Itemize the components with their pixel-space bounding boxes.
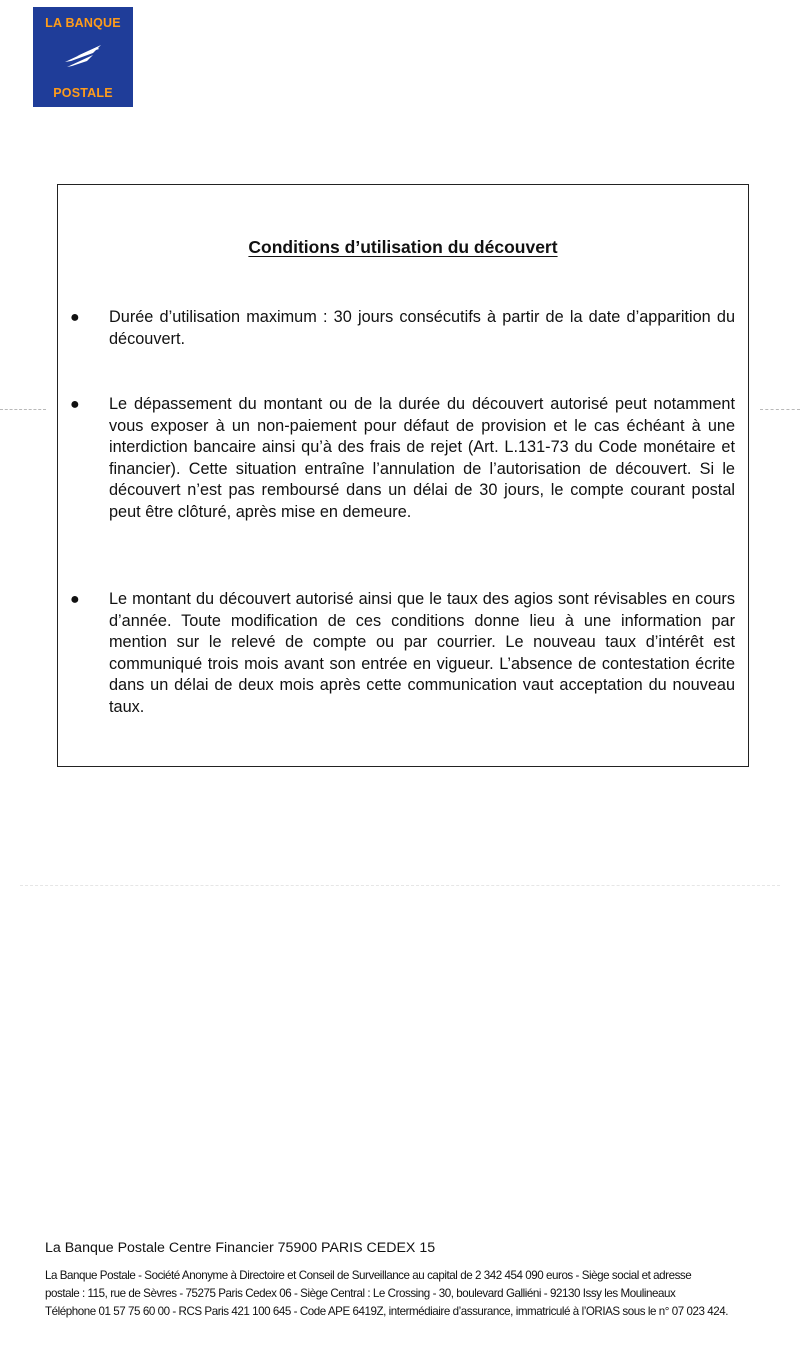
logo-text-bottom: POSTALE (53, 86, 113, 100)
bullet-icon: ● (70, 309, 80, 326)
logo-text-top: LA BANQUE (45, 16, 121, 30)
conditions-title: Conditions d’utilisation du découvert (248, 237, 558, 257)
condition-text: Le montant du découvert autorisé ainsi que le taux des agios sont révisables en cours d’année. Toute modification de ces conditions donne lieu à une information par mention sur le relevé de compte ou par courrier. Le nouveau taux d’intérêt est communiqué trois mois avant son entrée en vigueur. L’absence de contestation écrite dans un délai de deux mois après cette communication vaut acceptation du nouveau taux. (109, 590, 735, 716)
condition-item-overrun (70, 394, 735, 523)
condition-text: Le dépassement du montant ou de la durée du découvert autorisé peut notamment vous exposer à un non-paiement pour défaut de provision et le cas échéant à une interdiction bancaire ainsi qu’à des frais de rejet (Art. L.131-73 du Code monétaire et financier). Cette situation entraîne l’annulation de l’autorisation de découvert. Si le découvert n’est pas remboursé dans un délai de 30 jours, le compte courant postal peut être clôturé, après mise en demeure. (109, 395, 735, 521)
footer-legal-notice (45, 1267, 793, 1321)
footer-legal-line: La Banque Postale - Société Anonyme à Directoire et Conseil de Surveillance au capital de 2 342 454 090 euros - Siège social et adresse (45, 1269, 692, 1282)
condition-item-revision (70, 589, 735, 718)
footer-legal-line: postale : 115, rue de Sèvres - 75275 Paris Cedex 06 - Siège Central : Le Crossing - 30, boulevard Galliéni - 92130 Issy les Moulineaux (45, 1287, 676, 1300)
condition-text: Durée d’utilisation maximum : 30 jours consécutifs à partir de la date d’apparition du découvert. (109, 308, 735, 348)
footer-legal-line: Téléphone 01 57 75 60 00 - RCS Paris 421 100 645 - Code APE 6419Z, intermédiaire d’assurance, immatriculé à l’ORIAS sous le n° 07 023 424. (45, 1305, 729, 1318)
bullet-icon: ● (70, 396, 80, 413)
condition-item-duration (70, 307, 735, 350)
bird-icon (63, 42, 103, 70)
footer-address: La Banque Postale Centre Financier 75900 PARIS CEDEX 15 (45, 1240, 436, 1256)
la-banque-postale-logo (33, 7, 133, 107)
scan-fold-mark-right (760, 409, 800, 410)
scan-fold-mark-left (0, 409, 46, 410)
conditions-box (57, 184, 749, 767)
scan-fold-mark-middle (20, 885, 780, 886)
bullet-icon: ● (70, 591, 80, 608)
